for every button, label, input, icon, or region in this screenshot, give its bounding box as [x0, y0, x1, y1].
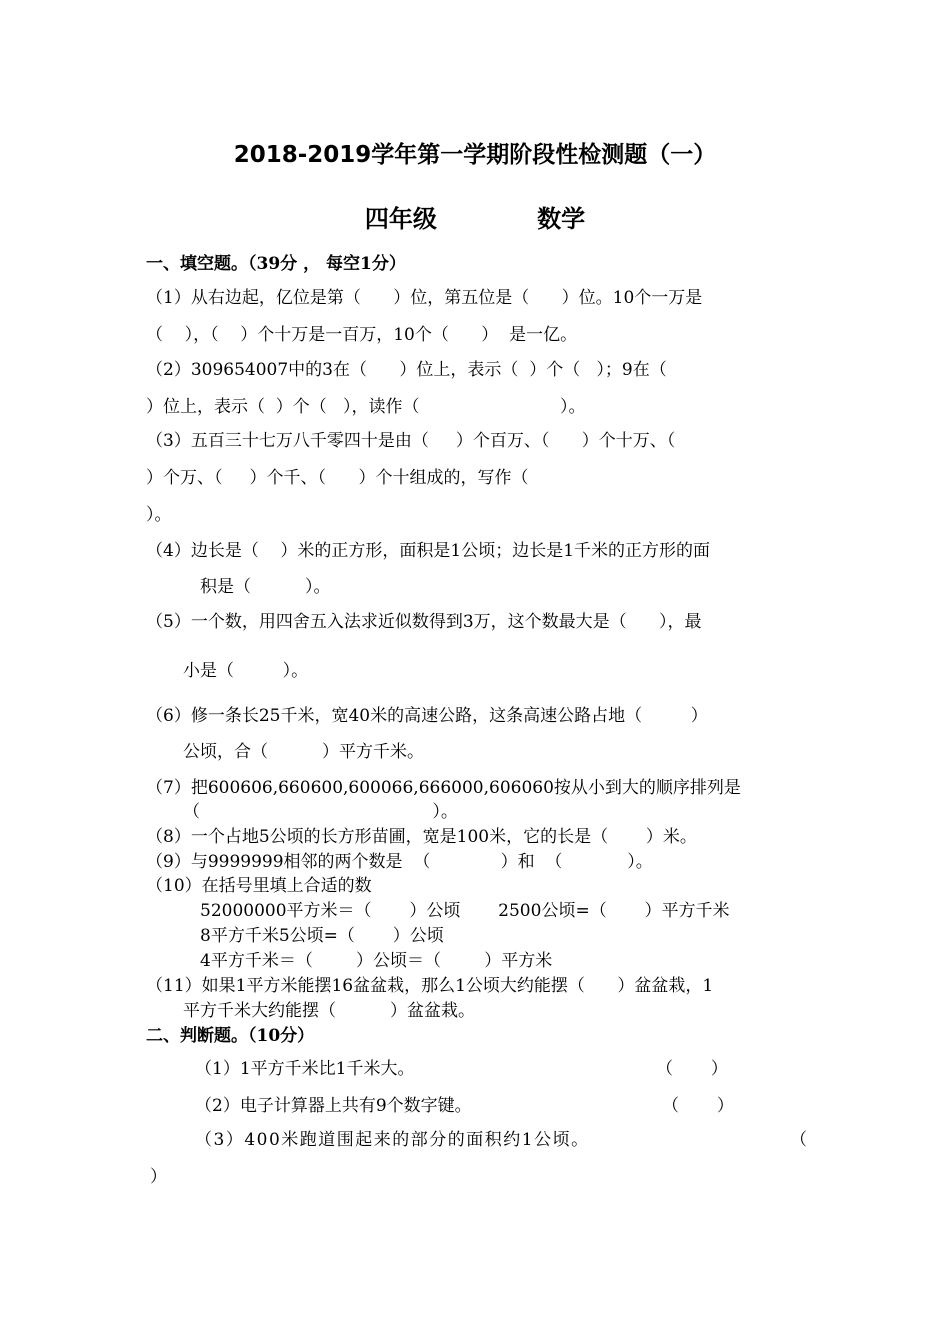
- exam-subtitle: 四年级 数学: [364, 205, 586, 233]
- question-line: 小是（ ）。: [183, 661, 309, 681]
- exam-title: 2018-2019学年第一学期阶段性检测题（一）: [233, 142, 717, 168]
- question-line: （1）从右边起，亿位是第（ ）位，第五位是（ ）位。10个一万是: [146, 288, 703, 308]
- question-line: （2）309654007中的3在（ ）位上，表示（ ）个（ ）；9在（: [146, 360, 667, 380]
- section2-heading: 二、判断题。（10分）: [146, 1026, 315, 1046]
- answer-bracket: （ ）: [656, 1059, 728, 1079]
- answer-bracket: （ ）: [662, 1096, 734, 1116]
- question-line: （10）在括号里填上合适的数: [146, 876, 372, 896]
- judgment-item: （2）电子计算器上共有9个数字键。: [195, 1096, 472, 1116]
- question-line: ）个万、（ ）个千、（ ）个十组成的，写作（: [146, 468, 529, 488]
- question-line: 8平方千米5公顷=（ ）公顷: [200, 926, 444, 946]
- question-line: 4平方千米＝（ ）公顷＝（ ）平方米: [200, 951, 553, 971]
- question-line: 积是（ ）。: [200, 577, 331, 597]
- question-line: （5）一个数，用四舍五入法求近似数得到3万，这个数最大是（ ），最: [146, 612, 702, 632]
- answer-bracket: （: [790, 1130, 807, 1150]
- question-line: ）位上，表示（ ）个（ ），读作（ ）。: [146, 397, 586, 417]
- question-line: 平方千米大约能摆（ ）盆盆栽。: [183, 1001, 476, 1021]
- judgment-item: （1）1平方千米比1千米大。: [195, 1059, 415, 1079]
- question-line: （8）一个占地5公顷的长方形苗圃，宽是100米，它的长是（ ）米。: [146, 827, 697, 847]
- question-line: （9）与9999999相邻的两个数是 （ ）和 （ ）。: [146, 852, 653, 872]
- question-line: （3）五百三十七万八千零四十是由（ ）个百万、（ ）个十万、（: [146, 431, 676, 451]
- question-line: （6）修一条长25千米，宽40米的高速公路，这条高速公路占地（ ）: [146, 706, 708, 726]
- judgment-item: （3）400米跑道围起来的部分的面积约1公顷。: [195, 1130, 590, 1150]
- question-line: 52000000平方米＝（ ）公顷 2500公顷=（ ）平方千米: [200, 901, 730, 921]
- question-line: （11）如果1平方米能摆16盆盆栽，那么1公顷大约能摆（ ）盆盆栽，1: [146, 976, 714, 996]
- judgment-item: ）: [150, 1167, 167, 1187]
- section1-heading: 一、填空题。（39分 ， 每空1分）: [146, 254, 406, 274]
- question-line: ）。: [146, 505, 172, 525]
- question-line: （4）边长是（ ）米的正方形，面积是1公顷；边长是1千米的正方形的面: [146, 541, 711, 561]
- question-line: 公顷，合（ ）平方千米。: [183, 742, 425, 762]
- question-line: （ ）。: [183, 802, 458, 822]
- question-line: （7）把600606,660600,600066,666000,606060按从小到大的顺序排列是: [146, 778, 741, 798]
- question-line: （ ），（ ）个十万是一百万，10个（ ） 是一亿。: [146, 325, 578, 345]
